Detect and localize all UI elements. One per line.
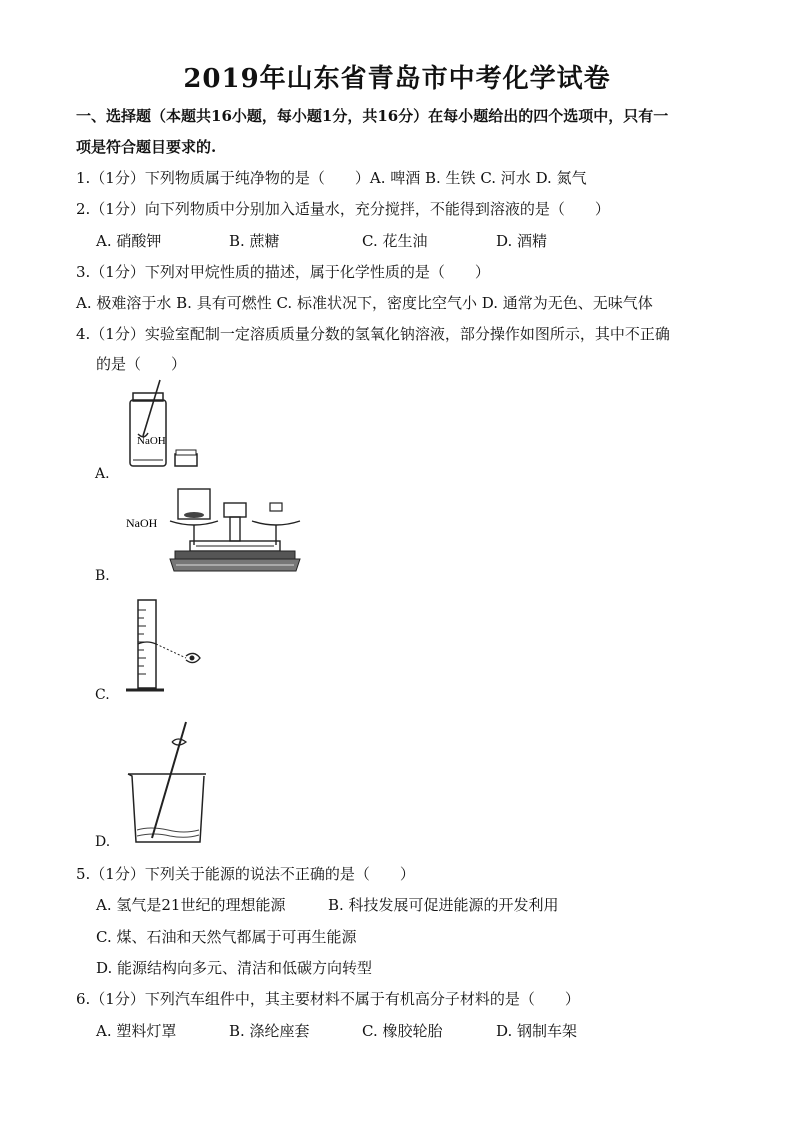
q3-options: A. 极难溶于水 B. 具有可燃性 C. 标准状况下，密度比空气小 D. 通常为无色、无味气体 <box>76 294 653 312</box>
q5-option-b: B. 科技发展可促进能源的开发利用 <box>328 896 559 914</box>
question-4-line1: 4.（1分）实验室配制一定溶质质量分数的氢氧化钠溶液，部分操作如图所示，其中不正确 <box>76 325 670 343</box>
figure-c-graduated-cylinder <box>120 596 220 696</box>
q4-option-c: C. <box>95 687 110 703</box>
q5-option-d: D. 能源结构向多元、清洁和低碳方向转型 <box>96 959 373 977</box>
page-title: 2019年山东省青岛市中考化学试卷 <box>183 64 611 94</box>
q2-option-b: B. 蔗糖 <box>229 232 280 250</box>
question-2: 2.（1分）向下列物质中分别加入适量水，充分搅拌，不能得到溶液的是（ ） <box>76 200 610 218</box>
q5-option-a: A. 氢气是21世纪的理想能源 <box>96 896 286 914</box>
question-3: 3.（1分）下列对甲烷性质的描述，属于化学性质的是（ ） <box>76 263 490 281</box>
question-1: 1.（1分）下列物质属于纯净物的是（ ）A. 啤酒 B. 生铁 C. 河水 D. 氮气 <box>76 169 587 187</box>
q6-option-a: A. 塑料灯罩 <box>96 1022 177 1040</box>
q5-option-c: C. 煤、石油和天然气都属于可再生能源 <box>96 928 357 946</box>
figure-d-beaker-stirring <box>120 718 220 848</box>
q4-option-b: B. <box>95 568 110 584</box>
section-heading-line2: 项是符合题目要求的. <box>76 138 217 156</box>
question-4-line2: 的是（ ） <box>96 355 187 373</box>
figure-a-reagent-bottle <box>120 378 210 470</box>
q4-option-d: D. <box>95 834 111 850</box>
q6-option-b: B. 涤纶座套 <box>229 1022 310 1040</box>
q2-option-a: A. 硝酸钾 <box>96 232 162 250</box>
q2-option-d: D. 酒精 <box>496 232 548 250</box>
figure-a-label: NaOH <box>137 435 166 447</box>
q4-option-a: A. <box>95 466 110 482</box>
figure-b-balance <box>120 485 310 577</box>
question-6: 6.（1分）下列汽车组件中，其主要材料不属于有机高分子材料的是（ ） <box>76 990 580 1008</box>
section-heading-line1: 一、选择题（本题共16小题，每小题1分，共16分）在每小题给出的四个选项中，只有一 <box>76 107 669 125</box>
q6-option-d: D. 钢制车架 <box>496 1022 578 1040</box>
q2-option-c: C. 花生油 <box>362 232 428 250</box>
q6-option-c: C. 橡胶轮胎 <box>362 1022 443 1040</box>
figure-b-label: NaOH <box>126 516 158 530</box>
question-5: 5.（1分）下列关于能源的说法不正确的是（ ） <box>76 865 415 883</box>
